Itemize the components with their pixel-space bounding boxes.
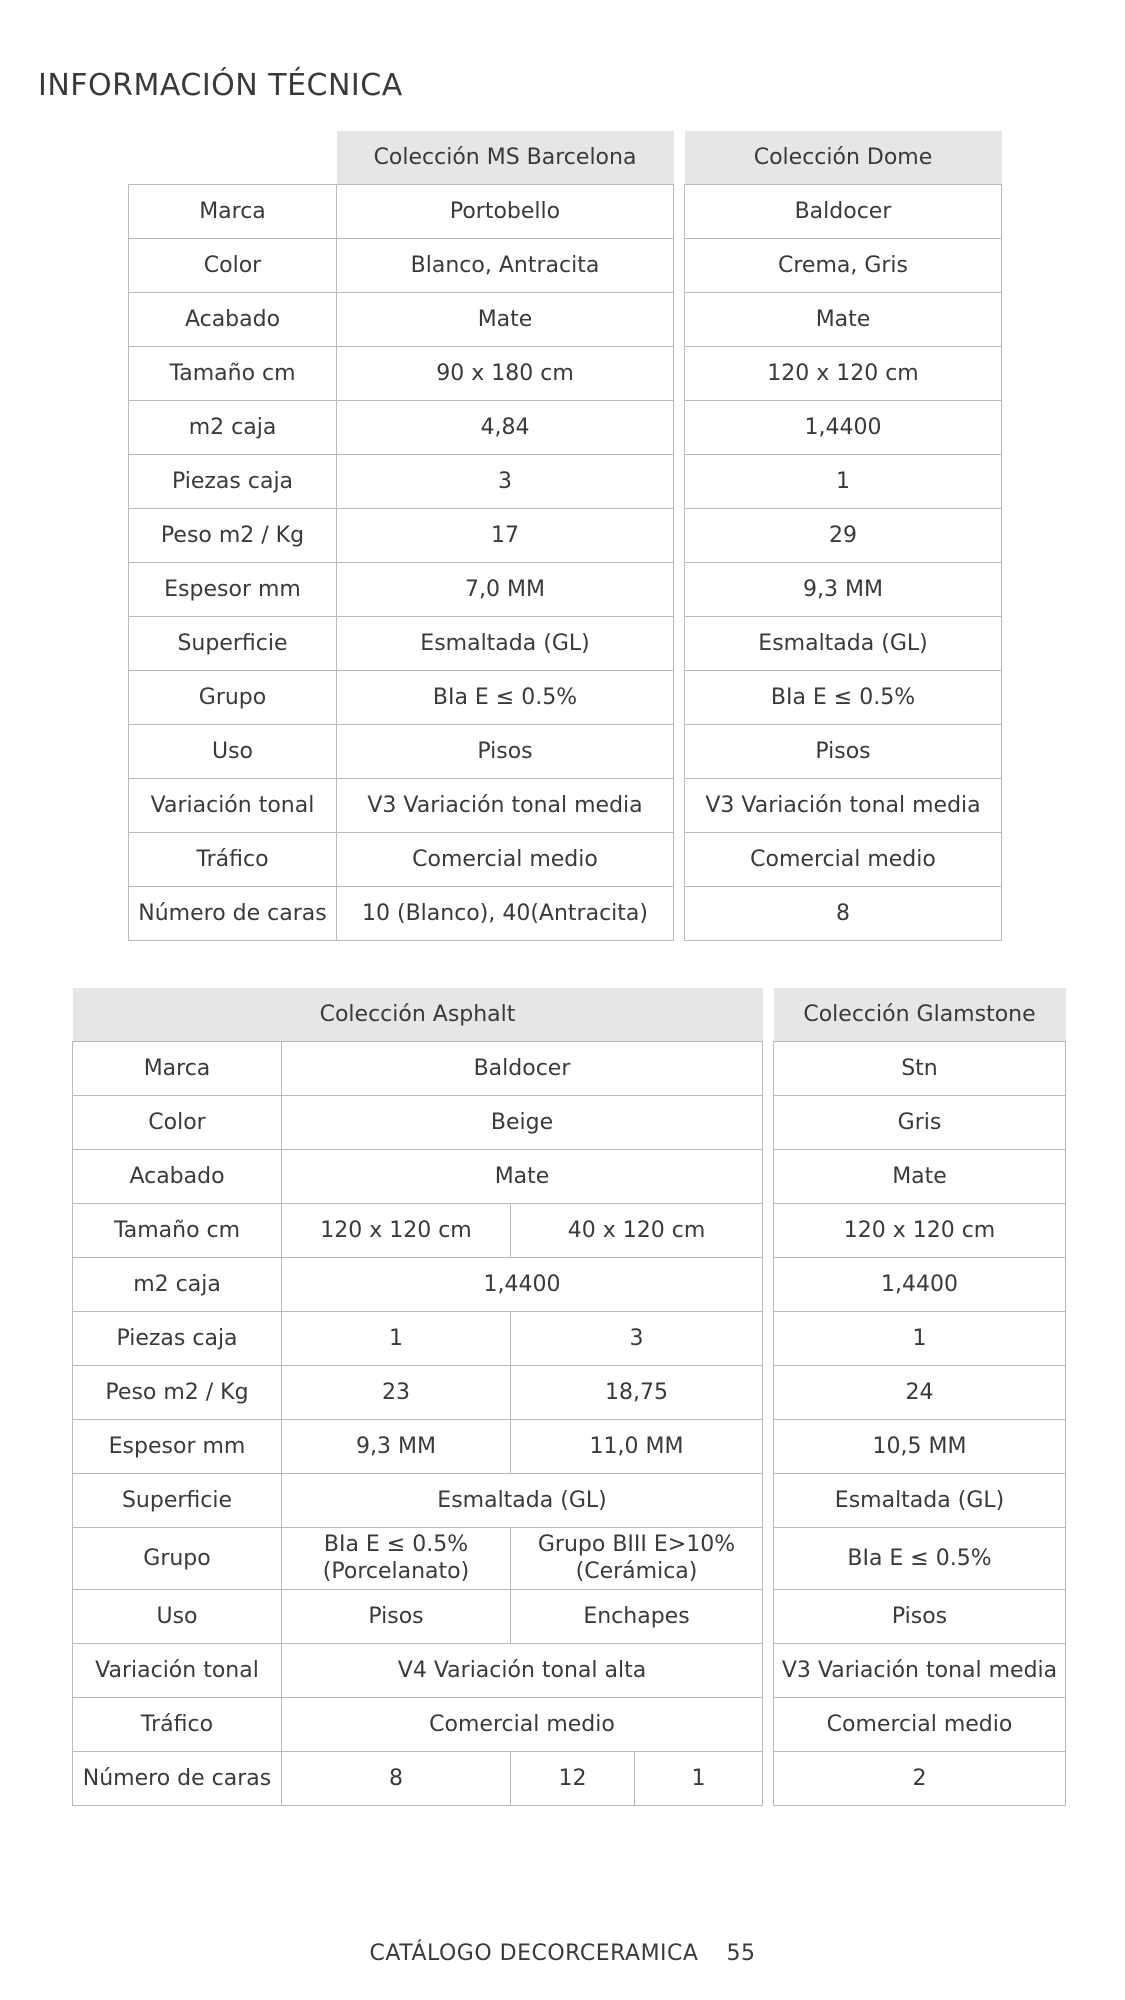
row-label: Grupo [73,1527,282,1589]
table-row [129,238,674,292]
table-row [774,1041,1066,1095]
row-label: Uso [73,1589,282,1643]
table-row [73,1203,763,1257]
table-cell: 10 (Blanco), 40(Antracita) [337,886,674,940]
row-label: Variación tonal [129,778,337,832]
table-row [685,886,1002,940]
table-cell: Esmaltada (GL) [282,1473,763,1527]
table-cell: 1 [635,1751,763,1805]
row-label: Número de caras [129,886,337,940]
table-cell: 9,3 MM [282,1419,511,1473]
table-cell: 90 x 180 cm [337,346,674,400]
row-label: Acabado [73,1149,282,1203]
table-row [774,1365,1066,1419]
table-row [774,1643,1066,1697]
table-cell: Pisos [337,724,674,778]
table-cell: Pisos [685,724,1002,778]
table-cell: Baldocer [685,184,1002,238]
table-row [685,778,1002,832]
table-row [73,1697,763,1751]
table-row [129,616,674,670]
row-label: m2 caja [73,1257,282,1311]
table-row [774,1697,1066,1751]
table-cell: Enchapes [511,1589,763,1643]
table-cell: Pisos [282,1589,511,1643]
table-row [774,1257,1066,1311]
row-label: Piezas caja [73,1311,282,1365]
asphalt-table-title: Colección Asphalt [73,988,763,1041]
table-cell: 18,75 [511,1365,763,1419]
table-cell: 24 [774,1365,1066,1419]
table-cell: 4,84 [337,400,674,454]
table-cell: Blanco, Antracita [337,238,674,292]
page-number: 55 [726,1941,756,1966]
row-label: Marca [73,1041,282,1095]
table-row [685,832,1002,886]
table-row [129,886,674,940]
table-cell: Pisos [774,1589,1066,1643]
table-row [73,1473,763,1527]
table-cell: BIa E ≤ 0.5% [337,670,674,724]
table-cell: 11,0 MM [511,1419,763,1473]
table-cell: Esmaltada (GL) [774,1473,1066,1527]
table-cell: Beige [282,1095,763,1149]
table-cell: 1,4400 [685,400,1002,454]
table-row [129,454,674,508]
row-label: Tamaño cm [73,1203,282,1257]
table-cell: 9,3 MM [685,562,1002,616]
row-label: Tráfico [129,832,337,886]
table-row [774,1751,1066,1805]
table-row [129,832,674,886]
row-label: Superficie [129,616,337,670]
barcelona-table-title: Colección MS Barcelona [337,131,674,184]
page-title: INFORMACIÓN TÉCNICA [38,68,403,103]
table-row [129,508,674,562]
row-label: Acabado [129,292,337,346]
table-cell: V3 Variación tonal media [685,778,1002,832]
table-cell: 40 x 120 cm [511,1203,763,1257]
asphalt-table [72,988,763,1806]
table-cell: BIa E ≤ 0.5% (Porcelanato) [282,1527,511,1589]
table-row [685,292,1002,346]
row-label: Piezas caja [129,454,337,508]
table-row [129,292,674,346]
table-cell: 3 [511,1311,763,1365]
table-cell: Comercial medio [282,1697,763,1751]
table-cell: 1 [685,454,1002,508]
table-cell: Esmaltada (GL) [685,616,1002,670]
table-cell: Comercial medio [685,832,1002,886]
table-cell: Esmaltada (GL) [337,616,674,670]
row-label: Color [73,1095,282,1149]
row-label: Color [129,238,337,292]
table-row [774,1095,1066,1149]
row-label: Tráfico [73,1697,282,1751]
table-cell: BIa E ≤ 0.5% [774,1527,1066,1589]
table-cell: 120 x 120 cm [774,1203,1066,1257]
table-row [73,1751,763,1805]
row-label: m2 caja [129,400,337,454]
table-row [73,1095,763,1149]
table-cell: V3 Variación tonal media [774,1643,1066,1697]
table-cell: 10,5 MM [774,1419,1066,1473]
table-cell: Crema, Gris [685,238,1002,292]
glamstone-table-title: Colección Glamstone [774,988,1066,1041]
row-label: Número de caras [73,1751,282,1805]
table-cell: 2 [774,1751,1066,1805]
table-cell: 23 [282,1365,511,1419]
table-row [129,778,674,832]
table-row [774,1149,1066,1203]
row-label: Superficie [73,1473,282,1527]
table-row [73,1527,763,1589]
table-row [774,1473,1066,1527]
row-label: Peso m2 / Kg [129,508,337,562]
table-cell: V4 Variación tonal alta [282,1643,763,1697]
table-row [73,1041,763,1095]
table-cell: 12 [511,1751,635,1805]
row-label: Espesor mm [73,1419,282,1473]
table-cell: 1,4400 [774,1257,1066,1311]
table-cell: 120 x 120 cm [685,346,1002,400]
row-label: Espesor mm [129,562,337,616]
table-row [129,562,674,616]
table-cell: Mate [337,292,674,346]
table-cell: Comercial medio [337,832,674,886]
table-row [685,562,1002,616]
table-cell: 8 [282,1751,511,1805]
barcelona-table [128,131,674,941]
table-cell: 17 [337,508,674,562]
table-row [774,1589,1066,1643]
table-row [73,1311,763,1365]
page-footer [0,1941,1125,1966]
table-row [774,1203,1066,1257]
table-row [685,616,1002,670]
table-row [685,670,1002,724]
table-cell: 7,0 MM [337,562,674,616]
table-cell: V3 Variación tonal media [337,778,674,832]
table-row [73,1365,763,1419]
row-label: Tamaño cm [129,346,337,400]
table-row [73,1419,763,1473]
table-row [129,724,674,778]
table-row [685,184,1002,238]
table-row [129,346,674,400]
table-cell: 1 [774,1311,1066,1365]
row-label: Marca [129,184,337,238]
table-row [73,1257,763,1311]
row-label: Grupo [129,670,337,724]
table-cell: Grupo BIII E>10% (Cerámica) [511,1527,763,1589]
table-cell: BIa E ≤ 0.5% [685,670,1002,724]
table-row [129,184,674,238]
table-cell: Baldocer [282,1041,763,1095]
table-cell: 120 x 120 cm [282,1203,511,1257]
table-cell: 29 [685,508,1002,562]
table-row [685,346,1002,400]
catalog-name: CATÁLOGO DECORCERAMICA [369,1941,699,1966]
table-row [685,508,1002,562]
dome-table [684,131,1002,941]
table-row [685,400,1002,454]
table-row [774,1527,1066,1589]
glamstone-table [773,988,1066,1806]
table-cell: Mate [282,1149,763,1203]
table-cell: Gris [774,1095,1066,1149]
table-cell: Stn [774,1041,1066,1095]
table-cell: Portobello [337,184,674,238]
table-row [685,454,1002,508]
row-label: Uso [129,724,337,778]
dome-table-title: Colección Dome [685,131,1002,184]
table-cell: 8 [685,886,1002,940]
table-cell: 1 [282,1311,511,1365]
table-row [774,1311,1066,1365]
table-row [774,1419,1066,1473]
table-row [73,1589,763,1643]
table-row [685,724,1002,778]
table-cell: 3 [337,454,674,508]
table-row [73,1149,763,1203]
table-cell: Mate [685,292,1002,346]
table-row [685,238,1002,292]
table-row [73,1643,763,1697]
table-row [129,400,674,454]
row-label: Variación tonal [73,1643,282,1697]
table-cell: Comercial medio [774,1697,1066,1751]
table-cell: 1,4400 [282,1257,763,1311]
table-cell: Mate [774,1149,1066,1203]
row-label: Peso m2 / Kg [73,1365,282,1419]
table-row [129,670,674,724]
